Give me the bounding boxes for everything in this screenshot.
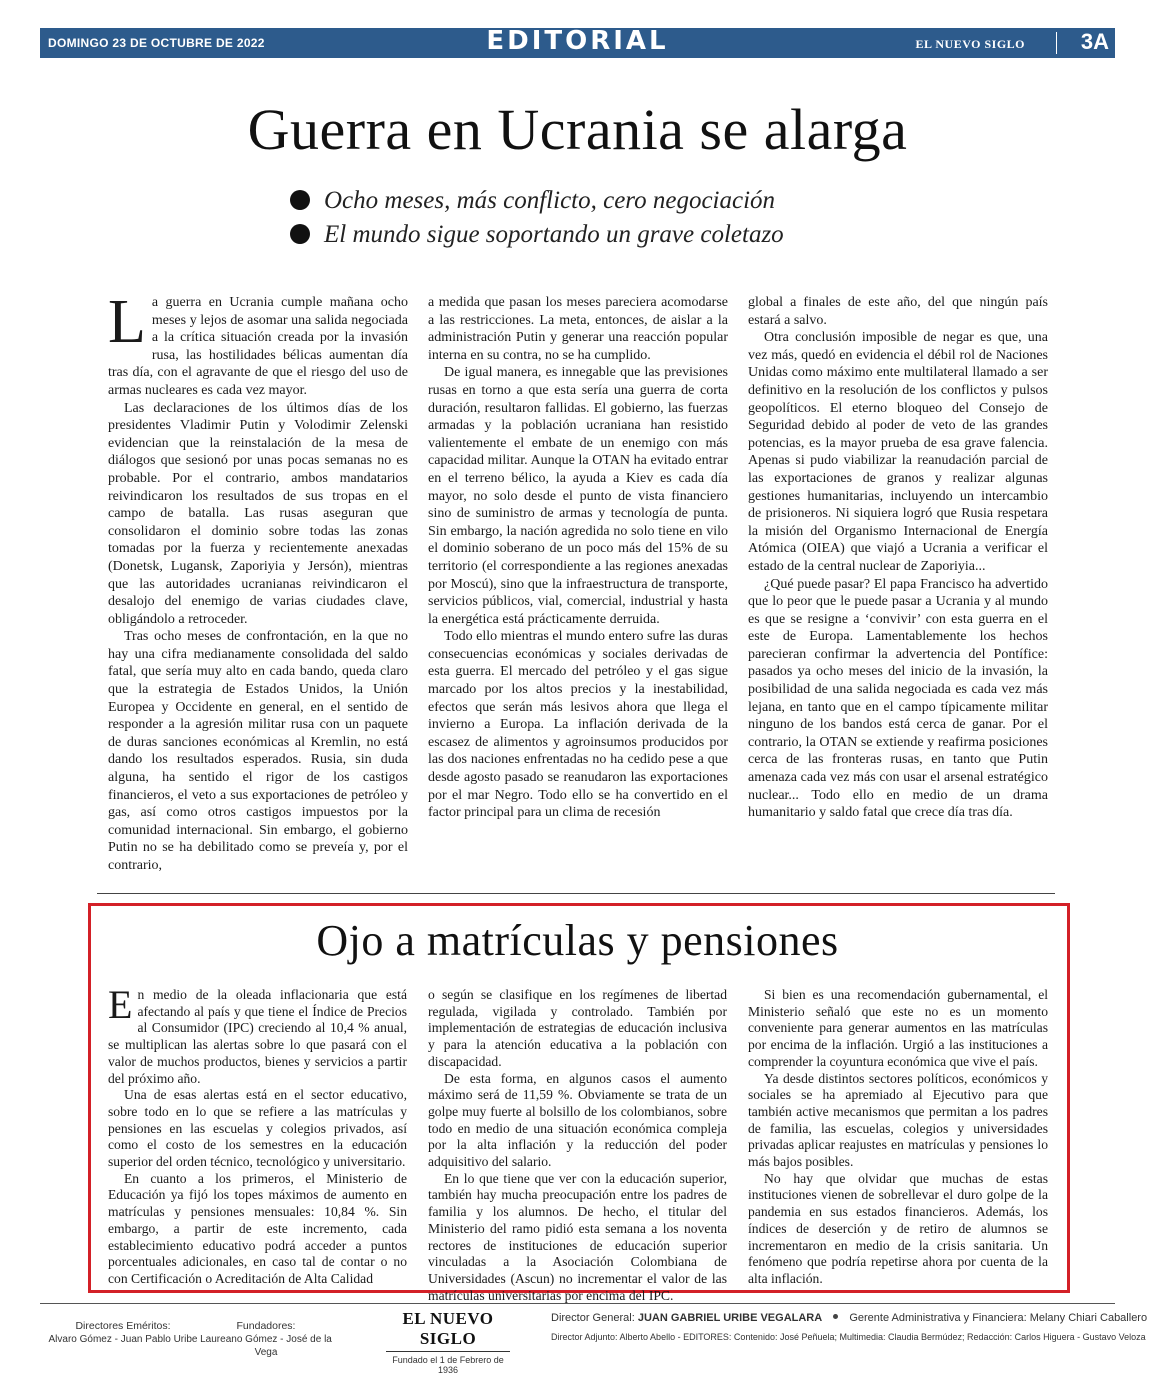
article-column-3: [748, 294, 1048, 822]
manager-label: Gerente Administrativa y Financiera:: [849, 1312, 1027, 1324]
emeritus-label: Directores Eméritos:: [75, 1320, 171, 1332]
article-column-1: [108, 288, 408, 875]
paragraph: En medio de la oleada inflacionaria que está afectando al país y que tiene el Índice de Precios al Consumidor (IPC) creciendo al 10,4 % anual, se multiplican las alertas sobre lo que pasará con el valor de muchos productos, bienes y servicios a partir del próximo año.: [108, 982, 407, 1086]
bullet-icon: [290, 224, 310, 244]
founded-date: Fundado el 1 de Febrero de 1936: [392, 1355, 504, 1375]
section-banner: [40, 28, 1115, 58]
newspaper-name: EL NUEVO SIGLO: [915, 37, 1025, 51]
article-subheads: [290, 184, 930, 252]
subhead-line: [290, 218, 930, 252]
section-divider: [97, 893, 1055, 894]
paragraph: Si bien es una recomendación gubernamental, el Ministerio señaló que este no es un momento conveniente para generar aumentos en las matrículas por encima de la inflación. Urgió a las instituciones a comprender la coyuntura económica que vive el país.: [748, 987, 1048, 1069]
paragraph: En cuanto a los primeros, el Ministerio de Educación ya fijó los topes máximos de aumento en matrículas y pensiones mensuales: 10,84 %. Sin embargo, a partir de este incremento, cada establecimiento educativo podrá acceder a puntos porcentuales adicionales, en caso tal de contar o no con Certificación o Acreditación de Alta Calidad: [108, 1170, 407, 1286]
paragraph: En lo que tiene que ver con la educación superior, también hay mucha preocupación entre los padres de familia y los alumnos. De hecho, el titular del Ministerio del ramo pidió esta semana a los noventa rectores de instituciones de educación superior vinculadas a la Asociación Colombiana de Universidades (Ascun) no incrementar el valor de las matrículas universitarias por encima del IPC.: [428, 1170, 727, 1303]
subhead-line: [290, 184, 930, 218]
bullet-icon: [290, 190, 310, 210]
issue-date: DOMINGO 23 DE OCTUBRE DE 2022: [48, 36, 265, 50]
separator-dot-icon: [833, 1314, 838, 1319]
paragraph: Ya desde distintos sectores políticos, económicos y sociales se ha apremiado al Ejecutivo para que también active mecanismos que permitan a los padres de familia, las escuelas, colegios y universidades privadas aplicar reajustes en matrículas y pensiones lo más bajos posibles.: [748, 1070, 1048, 1170]
article2-column-1: [108, 982, 407, 1288]
article-headline: Guerra en Ucrania se alarga: [247, 97, 908, 162]
founders-label: Fundadores:: [236, 1320, 296, 1332]
logo-text: EL NUEVO SIGLO: [386, 1309, 510, 1352]
dropcap-letter: E: [108, 982, 133, 1027]
staff-row-2: Director Adjunto: Alberto Abello - EDITORES: Contenido: José Peñuela; Multimedia: Claudia Bermúdez; Redacción: Carlos Higuera - Gustavo Veloza: [551, 1332, 1146, 1342]
article2-column-3: [748, 987, 1048, 1288]
paragraph: La guerra en Ucrania cumple mañana ocho meses y lejos de asomar una salida negociada a la crítica situación creada por la invasión rusa, las hostilidades bélicas aumentan día tras día, con el agravante de que el riesgo del uso de armas nucleares es cada vez mayor.: [108, 288, 408, 398]
page-number: 3A: [1080, 29, 1109, 54]
paragraph: ¿Qué puede pasar? El papa Francisco ha advertido que lo peor que le puede pasar a Ucrania y al mundo es que se resigne a ‘convivir’ con esta guerra en el este de Europa. Lamentablemente los hechos parecieran confirmar la advertencia del Pontífice: pasados ya ocho meses del inicio de la invasión, la posibilidad de una salida negociada es cada vez más lejana, en tanto que en el campo típicamente militar ninguno de los bandos está cerca de ganar. Por el contrario, la OTAN se extiende y reafirma posiciones cerca de las fronteras rusas, en tanto que Putin amenaza cada vez más con usar el arsenal estratégico nuclear... Todo ello en medio de un drama humanitario y saldo fatal que crece día tras día.: [748, 576, 1048, 821]
article-headline-2: Ojo a matrículas y pensiones: [316, 916, 839, 965]
founders: [196, 1320, 336, 1359]
paragraph: De igual manera, es innegable que las previsiones rusas en torno a que esta sería una guerra de corta duración, resultaron fallidas. El gobierno, las fuerzas armadas y la población ucraniana han resistido valientemente el embate de un enemigo con más capacidad militar. Aunque la OTAN ha evitado entrar en el terreno bélico, la ayuda a Kiev es cada día mayor, no solo desde el punto de vista financiero sino de suministro de armas y tecnología de punta. Sin embargo, la nación agredida no solo tiene en vilo el dominio soberano de un poco más del 15% de su territorio (el correspondiente a las regiones anexadas por Moscú), sino que la infraestructura de transporte, servicios públicos, vial, comercial, industrial y hasta la energética está prácticamente derruida.: [428, 365, 728, 627]
paragraph: No hay que olvidar que muchas de estas instituciones vienen de sobrellevar el duro golpe de la pandemia en sus estados financieros. Además, los índices de deserción y de retiro de alumnos se incrementaron en medio de la crisis sanitaria. Un fenómeno que podría repetirse ahora por cuenta de la alta inflación.: [748, 1170, 1048, 1286]
paragraph: Todo ello mientras el mundo entero sufre las duras consecuencias económicas y sociales derivadas de esta guerra. El mercado del petróleo y el gas sigue marcado por los altos precios y la inestabilidad, efectos que serán más lesivos ahora que llega el invierno a Europa. La inflación derivada de la escasez de alimentos y agroinsumos producidos por las dos naciones enfrentadas no ha cedido pese a que desde agosto pasado se reanudaron las exportaciones por el mar Negro. Todo ello se ha convertido en el factor principal para un clima de recesión: [428, 629, 728, 821]
paragraph: Las declaraciones de los últimos días de los presidentes Vladimir Putin y Volodimir Zelenski evidencian que la reinstalación de la mesa de diálogos que sesionó por unas pocas semanas no es probable. Por el contrario, ambos mandatarios reivindicaron los resultados de sus tropas en el campo de batalla. Las rusas aseguran que consolidaron el dominio sobre todas las zonas tomadas por la fuerza y recientemente anexadas (Donetsk, Lugansk, Zaporiyia y Jersón), mientras que las autoridades ucranianas reivindicaron el desalojo del enemigo de varias ciudades clave, obligándolo a retroceder.: [108, 400, 408, 627]
founders-names: Laureano Gómez - José de la Vega: [200, 1334, 332, 1358]
emeritus-directors: [48, 1320, 198, 1346]
staff-row-1: [551, 1312, 1147, 1324]
banner-divider: [1056, 32, 1057, 54]
section-title: EDITORIAL: [486, 26, 669, 56]
article-column-2: [428, 294, 728, 822]
article2-column-2: [428, 987, 727, 1304]
director-label: Director General:: [551, 1312, 635, 1324]
footer-divider: [40, 1303, 1115, 1304]
paragraph: o según se clasifique en los regímenes de libertad regulada, vigilada y controlado. También por implementación de estrategias de educación inclusiva y para la atención educativa a la población con discapacidad.: [428, 987, 727, 1069]
paragraph: a medida que pasan los meses pareciera acomodarse a las restricciones. La meta, entonces, de aislar a la administración Putin y generar una reacción popular interna en su contra, no se ha cumplido.: [428, 295, 728, 363]
manager-name: Melany Chiari Caballero: [1029, 1312, 1148, 1324]
paragraph: Otra conclusión imposible de negar es que, una vez más, quedó en evidencia el débil rol de Naciones Unidas como máximo ente multilateral llamado a ser definitivo en la resolución de los conflictos y pulsos geopolíticos. El eterno bloqueo del Consejo de Seguridad debido al poder de veto de las grandes potencias, es la mayor prueba de esa grave falencia. Apenas si pudo viabilizar la reanudación parcial de las exportaciones de granos y realizar algunas gestiones humanitarias, incluyendo un intercambio de prisioneros. Ni siquiera logró que Rusia respetara la misión del Organismo Internacional de Energía Atómica (OIEA) que viajó a Ucrania a verificar el estado de la central nuclear de Zaporiyia...: [748, 330, 1048, 574]
subhead-text: Ocho meses, más conflicto, cero negociación: [324, 187, 776, 214]
paragraph: global a finales de este año, del que ningún país estará a salvo.: [748, 295, 1048, 328]
director-name: JUAN GABRIEL URIBE VEGALARA: [637, 1312, 823, 1324]
subhead-text: El mundo sigue soportando un grave coletazo: [324, 221, 784, 248]
newspaper-logo: [386, 1309, 510, 1375]
emeritus-names: Alvaro Gómez - Juan Pablo Uribe: [48, 1334, 198, 1345]
paragraph: Una de esas alertas está en el sector educativo, sobre todo en lo que se refiere a las matrículas y pensiones en las escuelas y colegios privados, así como el costo de los semestres en la educación superior del orden técnico, tecnológico y universitario.: [108, 1087, 407, 1170]
dropcap-letter: L: [108, 288, 146, 356]
paragraph: De esta forma, en algunos casos el aumento máximo será de 11,59 %. Obviamente se trata de un golpe muy fuerte al bolsillo de los colombianos, sobre todo en medio de una situación económica compleja por la alta inflación y la reducción del poder adquisitivo del salario.: [428, 1070, 727, 1170]
paragraph: Tras ocho meses de confrontación, en la que no hay una cifra medianamente consolidada del saldo fatal, que sería muy alto en cada bando, queda claro que la estrategia de Estados Unidos, la Unión Europea y Occidente en general, en el sentido de responder a la agresión militar rusa con un paquete de duras sanciones económicas al Kremlin, no está dando los resultados esperados. Rusia, sin duda alguna, ha sentido el rigor de los castigos financieros, el veto a sus exportaciones de petróleo y gas, así como otros castigos impuestos por la comunidad internacional. Sin embargo, el gobierno Putin no se ha debilitado como se preveía y, por el contrario,: [108, 629, 408, 873]
staff-credits: [551, 1312, 1147, 1342]
